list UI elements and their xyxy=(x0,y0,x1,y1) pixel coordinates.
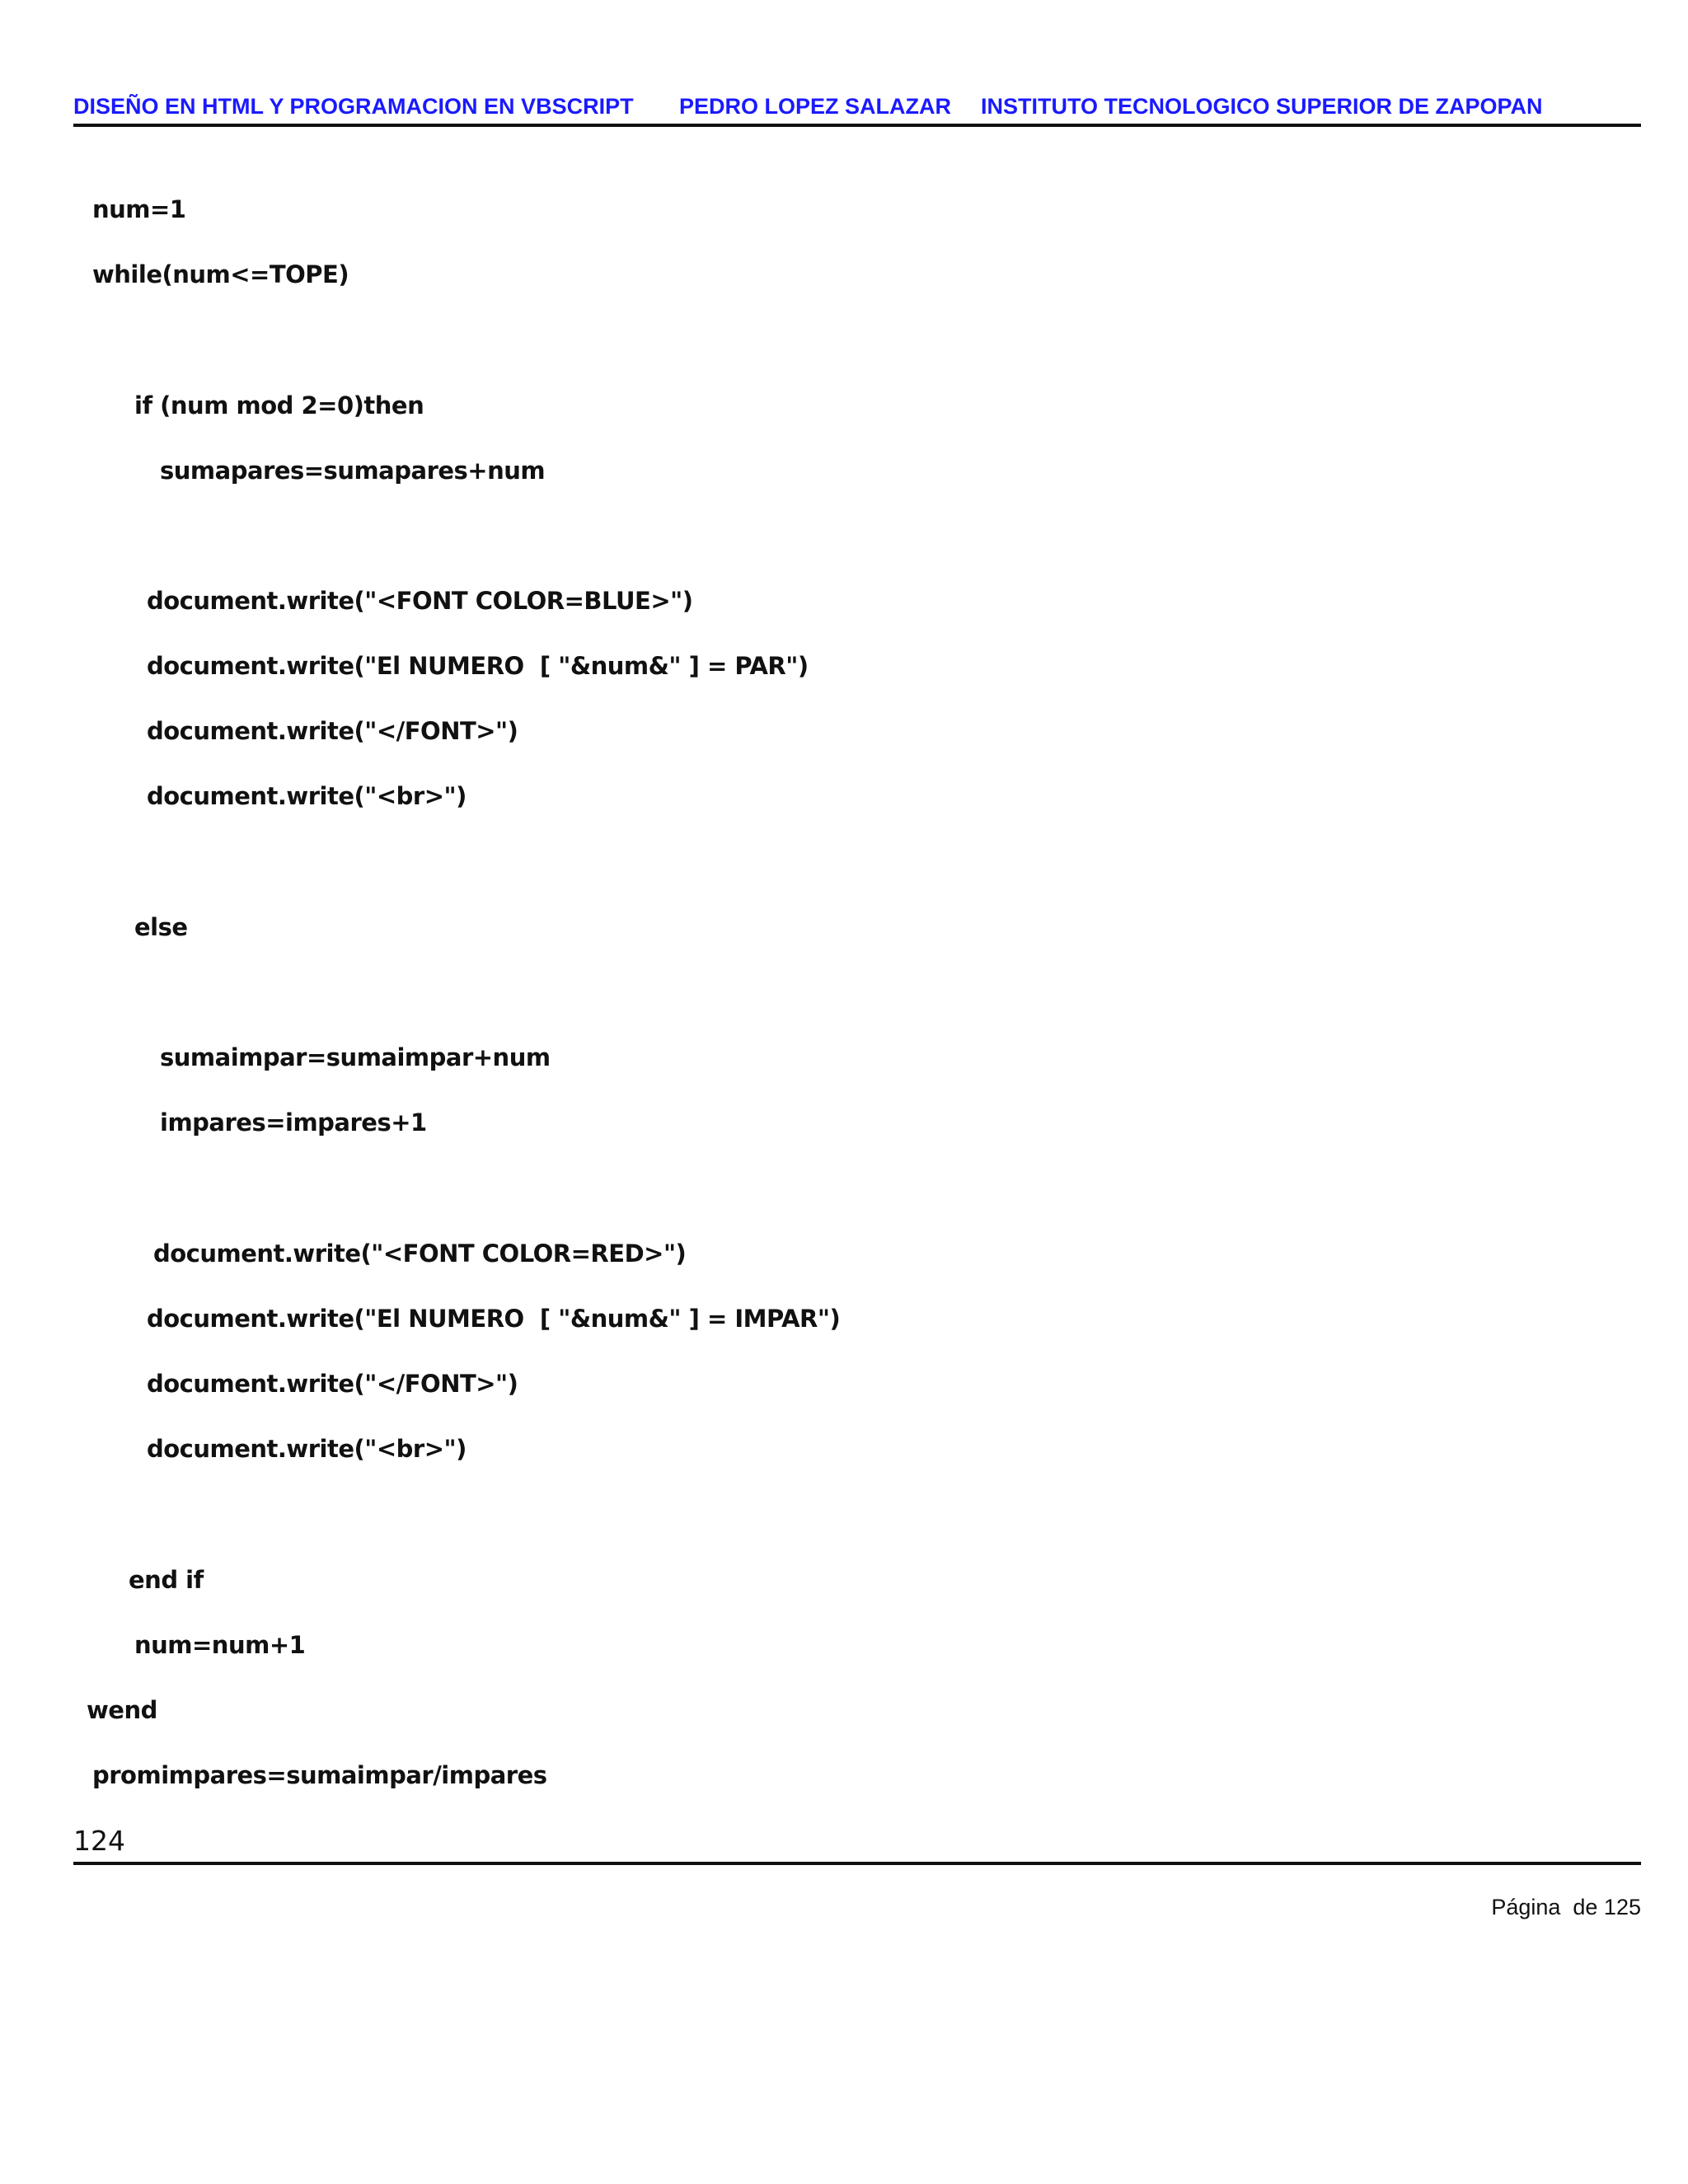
running-header xyxy=(73,94,1641,124)
code-line: document.write("</FONT>") xyxy=(147,1370,518,1398)
code-line: wend xyxy=(87,1696,157,1724)
header-institution: INSTITUTO TECNOLOGICO SUPERIOR DE ZAPOPAN xyxy=(981,94,1543,119)
code-line: document.write("El NUMERO [ "&num&" ] = PAR") xyxy=(147,652,809,680)
code-line: sumaimpar=sumaimpar+num xyxy=(160,1043,551,1071)
code-line: document.write("El NUMERO [ "&num&" ] = IMPAR") xyxy=(147,1305,841,1333)
code-line: document.write("<br>") xyxy=(147,1435,467,1463)
code-line: else xyxy=(134,913,188,941)
code-line: document.write("<FONT COLOR=RED>") xyxy=(153,1240,687,1268)
footer-rule xyxy=(73,1862,1641,1865)
code-line: end if xyxy=(129,1566,204,1594)
page-number: 124 xyxy=(73,1825,125,1857)
code-line: while(num<=TOPE) xyxy=(92,260,349,288)
code-line: document.write("<br>") xyxy=(147,782,467,810)
code-line: num=1 xyxy=(92,195,186,223)
header-course-title: DISEÑO EN HTML Y PROGRAMACION EN VBSCRIPT xyxy=(73,94,634,119)
header-rule xyxy=(73,124,1641,127)
header-author: PEDRO LOPEZ SALAZAR xyxy=(679,94,952,119)
code-line: promimpares=sumaimpar/impares xyxy=(92,1761,547,1789)
code-line: document.write("<FONT COLOR=BLUE>") xyxy=(147,587,693,615)
code-line: document.write("</FONT>") xyxy=(147,717,518,745)
code-line: if (num mod 2=0)then xyxy=(134,391,424,419)
code-line: impares=impares+1 xyxy=(160,1108,427,1137)
code-line: sumapares=sumapares+num xyxy=(160,457,546,485)
code-line: num=num+1 xyxy=(134,1631,306,1659)
footer-page-label: Página de 125 xyxy=(1491,1895,1641,1919)
